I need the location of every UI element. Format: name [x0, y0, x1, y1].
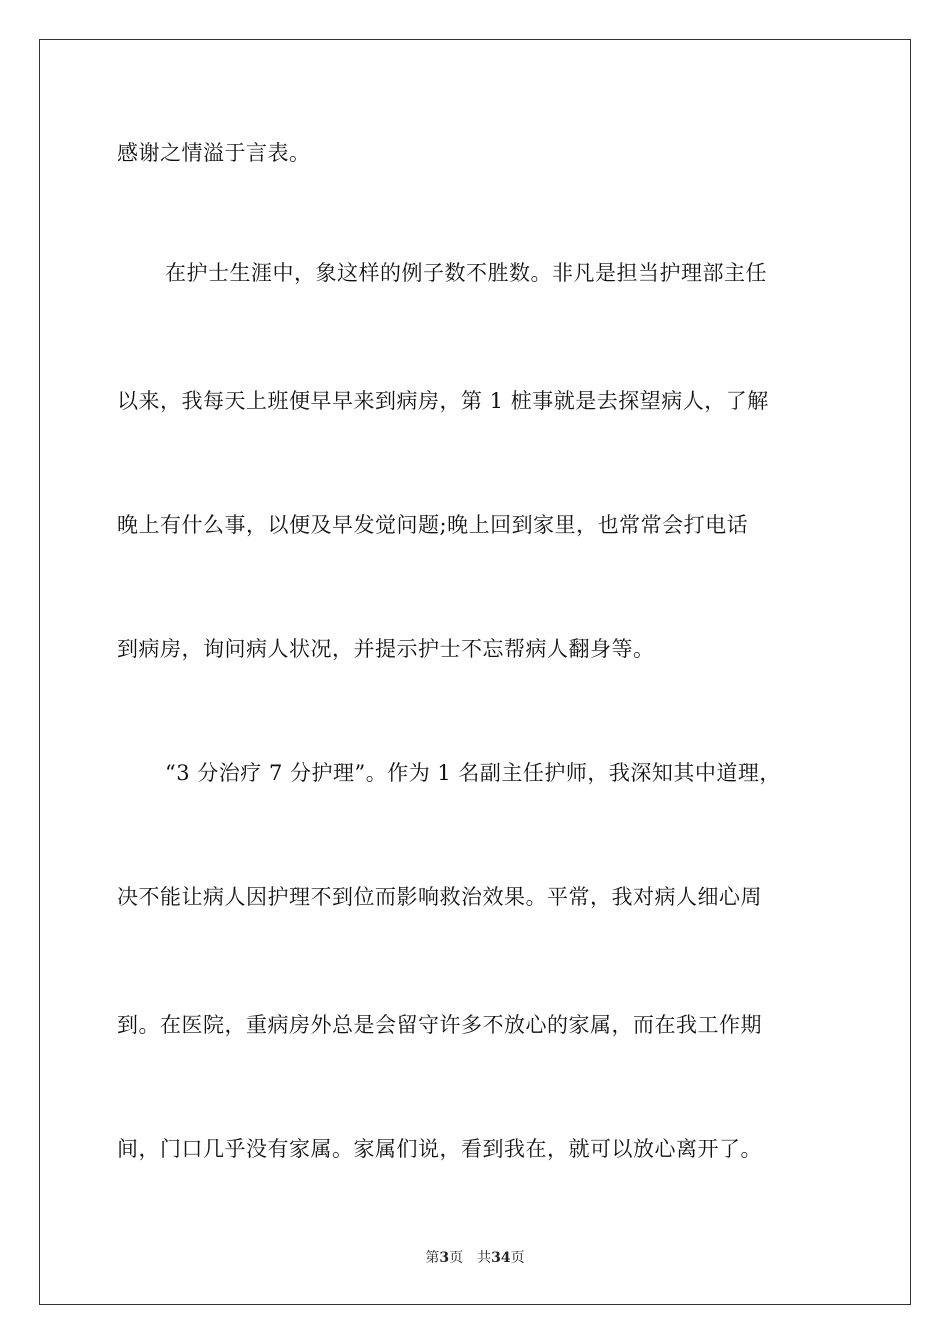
page-number: 3: [439, 1250, 450, 1266]
text-line-4: 晚上有什么事，以便及早发觉问题;晚上回到家里，也常常会打电话: [117, 513, 749, 537]
text-line-9: 间，门口几乎没有家属。家属们说，看到我在，就可以放心离开了。: [117, 1137, 762, 1161]
total-suffix: 页: [510, 1250, 525, 1266]
page-prefix: 第: [425, 1250, 440, 1266]
text-line-5: 到病房，询问病人状况，并提示护士不忘帮病人翻身等。: [117, 637, 655, 661]
page-footer: [0, 1248, 950, 1268]
total-prefix: 共: [477, 1250, 492, 1266]
text-line-8: 到。在医院，重病房外总是会留守许多不放心的家属，而在我工作期: [117, 1013, 762, 1037]
text-line-7: 决不能让病人因护理不到位而影响救治效果。平常，我对病人细心周: [117, 885, 762, 909]
page-suffix: 页: [449, 1250, 464, 1266]
text-line-3: 以来，我每天上班便早早来到病房，第 1 桩事就是去探望病人，了解: [117, 389, 769, 413]
text-line-2: 在护士生涯中，象这样的例子数不胜数。非凡是担当护理部主任: [165, 261, 767, 285]
text-line-1: 感谢之情溢于言表。: [117, 141, 311, 165]
page-total: 34: [491, 1250, 511, 1266]
text-line-6: “3 分治疗 7 分护理”。作为 1 名副主任护师，我深知其中道理，: [165, 761, 781, 785]
page-frame: [39, 39, 911, 1305]
